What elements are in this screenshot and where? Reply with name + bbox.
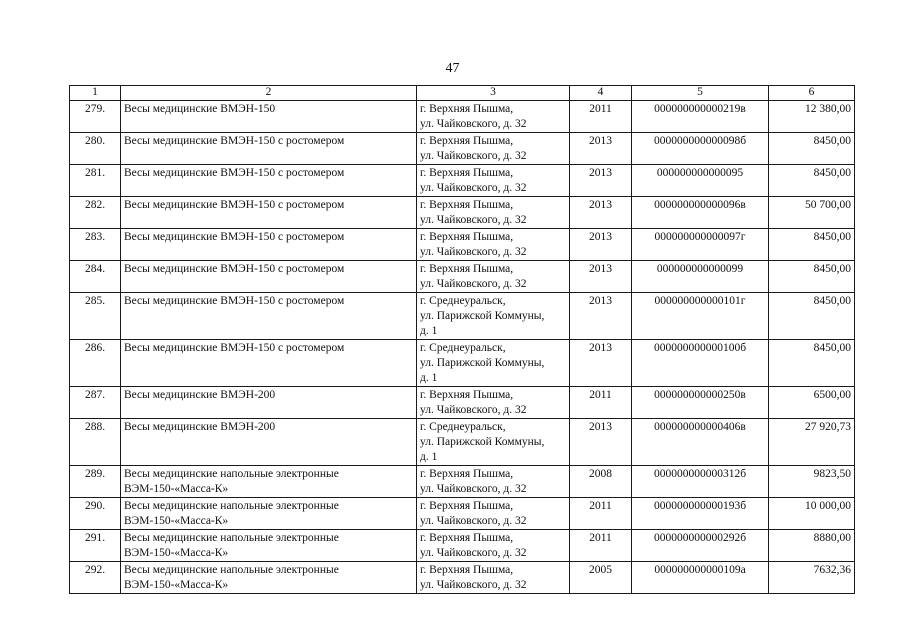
address-cell: [417, 133, 570, 165]
row-number-cell: 288.: [70, 419, 121, 466]
address-cell: [417, 498, 570, 530]
cost-cell: 50 700,00: [769, 197, 855, 229]
item-name-cell-line: Весы медицинские ВМЭН-150 с ростомером: [124, 199, 345, 211]
cost-cell: 8450,00: [769, 165, 855, 197]
address-cell: [417, 229, 570, 261]
cost-cell: 8450,00: [769, 261, 855, 293]
table-row: [70, 197, 855, 229]
table-row: [70, 530, 855, 562]
address-cell: [417, 466, 570, 498]
item-name-cell-line: Весы медицинские ВМЭН-200: [124, 421, 276, 433]
address-cell-line: г. Верхняя Пышма,: [420, 263, 514, 275]
row-number-cell: 289.: [70, 466, 121, 498]
item-name-cell: [121, 293, 417, 340]
inventory-number-cell: 000000000000292б: [632, 530, 769, 562]
cost-cell: 8450,00: [769, 229, 855, 261]
item-name-cell-line: Весы медицинские ВМЭН-150 с ростомером: [124, 231, 345, 243]
item-name-cell: [121, 101, 417, 133]
row-number-cell: 286.: [70, 340, 121, 387]
item-name-cell-line: Весы медицинские напольные электронные: [124, 468, 339, 480]
inventory-number-cell: 000000000000406в: [632, 419, 769, 466]
address-cell: [417, 530, 570, 562]
table-row: [70, 261, 855, 293]
address-cell-line: ул. Чайковского, д. 32: [420, 182, 527, 194]
year-cell: 2011: [570, 498, 632, 530]
address-cell: [417, 419, 570, 466]
row-number-cell: 291.: [70, 530, 121, 562]
year-cell: 2013: [570, 133, 632, 165]
address-cell-line: ул. Парижской Коммуны,: [420, 357, 545, 369]
item-name-cell-line: ВЭМ-150-«Масса-К»: [124, 515, 229, 527]
item-name-cell: [121, 498, 417, 530]
column-header: 6: [769, 86, 855, 101]
cost-cell: 8450,00: [769, 133, 855, 165]
address-cell-line: ул. Парижской Коммуны,: [420, 310, 545, 322]
item-name-cell-line: Весы медицинские напольные электронные: [124, 564, 339, 576]
item-name-cell: [121, 562, 417, 594]
address-cell-line: ул. Чайковского, д. 32: [420, 214, 527, 226]
cost-cell: 8450,00: [769, 293, 855, 340]
year-cell: 2013: [570, 197, 632, 229]
address-cell-line: ул. Чайковского, д. 32: [420, 404, 527, 416]
cost-cell: 6500,00: [769, 387, 855, 419]
address-cell-line: г. Среднеуральск,: [420, 295, 506, 307]
item-name-cell-line: Весы медицинские ВМЭН-200: [124, 389, 276, 401]
table-row: [70, 293, 855, 340]
inventory-number-cell: 000000000000098б: [632, 133, 769, 165]
cost-cell: 9823,50: [769, 466, 855, 498]
inventory-number-cell: 000000000000193б: [632, 498, 769, 530]
row-number-cell: 281.: [70, 165, 121, 197]
address-cell-line: г. Верхняя Пышма,: [420, 532, 514, 544]
year-cell: 2013: [570, 261, 632, 293]
address-cell-line: г. Верхняя Пышма,: [420, 167, 514, 179]
item-name-cell-line: Весы медицинские ВМЭН-150 с ростомером: [124, 342, 345, 354]
address-cell-line: ул. Чайковского, д. 32: [420, 150, 527, 162]
item-name-cell-line: Весы медицинские напольные электронные: [124, 500, 339, 512]
table-body: [70, 101, 855, 594]
year-cell: 2011: [570, 101, 632, 133]
address-cell: [417, 340, 570, 387]
address-cell-line: г. Верхняя Пышма,: [420, 468, 514, 480]
row-number-cell: 283.: [70, 229, 121, 261]
address-cell-line: г. Верхняя Пышма,: [420, 564, 514, 576]
address-cell: [417, 562, 570, 594]
item-name-cell: [121, 387, 417, 419]
inventory-number-cell: 000000000000101г: [632, 293, 769, 340]
year-cell: 2013: [570, 165, 632, 197]
address-cell-line: д. 1: [420, 325, 438, 337]
table-row: [70, 101, 855, 133]
row-number-cell: 290.: [70, 498, 121, 530]
inventory-number-cell: 000000000000250в: [632, 387, 769, 419]
address-cell-line: г. Верхняя Пышма,: [420, 389, 514, 401]
address-cell-line: ул. Чайковского, д. 32: [420, 246, 527, 258]
table-row: [70, 165, 855, 197]
year-cell: 2008: [570, 466, 632, 498]
address-cell-line: г. Верхняя Пышма,: [420, 135, 514, 147]
item-name-cell: [121, 261, 417, 293]
address-cell: [417, 197, 570, 229]
row-number-cell: 285.: [70, 293, 121, 340]
address-cell: [417, 387, 570, 419]
inventory-number-cell: 000000000000097г: [632, 229, 769, 261]
address-cell-line: ул. Чайковского, д. 32: [420, 483, 527, 495]
cost-cell: 12 380,00: [769, 101, 855, 133]
address-cell-line: ул. Парижской Коммуны,: [420, 436, 545, 448]
column-header: 2: [121, 86, 417, 101]
table-row: [70, 498, 855, 530]
item-name-cell: [121, 229, 417, 261]
year-cell: 2011: [570, 387, 632, 419]
cost-cell: 7632,36: [769, 562, 855, 594]
address-cell-line: д. 1: [420, 372, 438, 384]
item-name-cell-line: Весы медицинские ВМЭН-150 с ростомером: [124, 295, 345, 307]
column-header: 3: [417, 86, 570, 101]
year-cell: 2013: [570, 229, 632, 261]
item-name-cell: [121, 133, 417, 165]
item-name-cell-line: ВЭМ-150-«Масса-К»: [124, 547, 229, 559]
address-cell-line: г. Среднеуральск,: [420, 421, 506, 433]
item-name-cell: [121, 466, 417, 498]
page-number: 47: [445, 61, 460, 76]
inventory-number-cell: 000000000000096в: [632, 197, 769, 229]
item-name-cell: [121, 530, 417, 562]
item-name-cell-line: ВЭМ-150-«Масса-К»: [124, 579, 229, 591]
address-cell-line: ул. Чайковского, д. 32: [420, 278, 527, 290]
inventory-number-cell: 000000000000219в: [632, 101, 769, 133]
year-cell: 2011: [570, 530, 632, 562]
inventory-number-cell: 000000000000099: [632, 261, 769, 293]
item-name-cell-line: Весы медицинские ВМЭН-150 с ростомером: [124, 167, 345, 179]
address-cell-line: г. Верхняя Пышма,: [420, 103, 514, 115]
table-row: [70, 419, 855, 466]
address-cell: [417, 293, 570, 340]
row-number-cell: 280.: [70, 133, 121, 165]
item-name-cell: [121, 197, 417, 229]
cost-cell: 10 000,00: [769, 498, 855, 530]
column-header: 5: [632, 86, 769, 101]
address-cell-line: г. Верхняя Пышма,: [420, 500, 514, 512]
cost-cell: 8880,00: [769, 530, 855, 562]
row-number-cell: 287.: [70, 387, 121, 419]
item-name-cell-line: Весы медицинские напольные электронные: [124, 532, 339, 544]
cost-cell: 27 920,73: [769, 419, 855, 466]
item-name-cell: [121, 165, 417, 197]
equipment-table: [69, 85, 855, 594]
address-cell-line: ул. Чайковского, д. 32: [420, 547, 527, 559]
item-name-cell-line: Весы медицинские ВМЭН-150: [124, 103, 276, 115]
address-cell-line: г. Верхняя Пышма,: [420, 231, 514, 243]
address-cell-line: ул. Чайковского, д. 32: [420, 515, 527, 527]
table-row: [70, 340, 855, 387]
address-cell: [417, 101, 570, 133]
table-row: [70, 466, 855, 498]
year-cell: 2005: [570, 562, 632, 594]
address-cell-line: г. Верхняя Пышма,: [420, 199, 514, 211]
year-cell: 2013: [570, 293, 632, 340]
address-cell-line: ул. Чайковского, д. 32: [420, 118, 527, 130]
cost-cell: 8450,00: [769, 340, 855, 387]
table-row: [70, 133, 855, 165]
year-cell: 2013: [570, 340, 632, 387]
address-cell: [417, 165, 570, 197]
inventory-number-cell: 000000000000312б: [632, 466, 769, 498]
address-cell-line: г. Среднеуральск,: [420, 342, 506, 354]
column-header: 4: [570, 86, 632, 101]
address-cell: [417, 261, 570, 293]
row-number-cell: 292.: [70, 562, 121, 594]
year-cell: 2013: [570, 419, 632, 466]
row-number-cell: 279.: [70, 101, 121, 133]
item-name-cell-line: Весы медицинские ВМЭН-150 с ростомером: [124, 263, 345, 275]
row-number-cell: 284.: [70, 261, 121, 293]
column-number-row: [70, 86, 855, 101]
address-cell-line: ул. Чайковского, д. 32: [420, 579, 527, 591]
row-number-cell: 282.: [70, 197, 121, 229]
table-row: [70, 562, 855, 594]
inventory-number-cell: 000000000000095: [632, 165, 769, 197]
address-cell-line: д. 1: [420, 451, 438, 463]
item-name-cell: [121, 419, 417, 466]
item-name-cell-line: Весы медицинские ВМЭН-150 с ростомером: [124, 135, 345, 147]
item-name-cell-line: ВЭМ-150-«Масса-К»: [124, 483, 229, 495]
item-name-cell: [121, 340, 417, 387]
table-row: [70, 387, 855, 419]
inventory-number-cell: 000000000000109а: [632, 562, 769, 594]
column-header: 1: [70, 86, 121, 101]
table-row: [70, 229, 855, 261]
inventory-number-cell: 000000000000100б: [632, 340, 769, 387]
